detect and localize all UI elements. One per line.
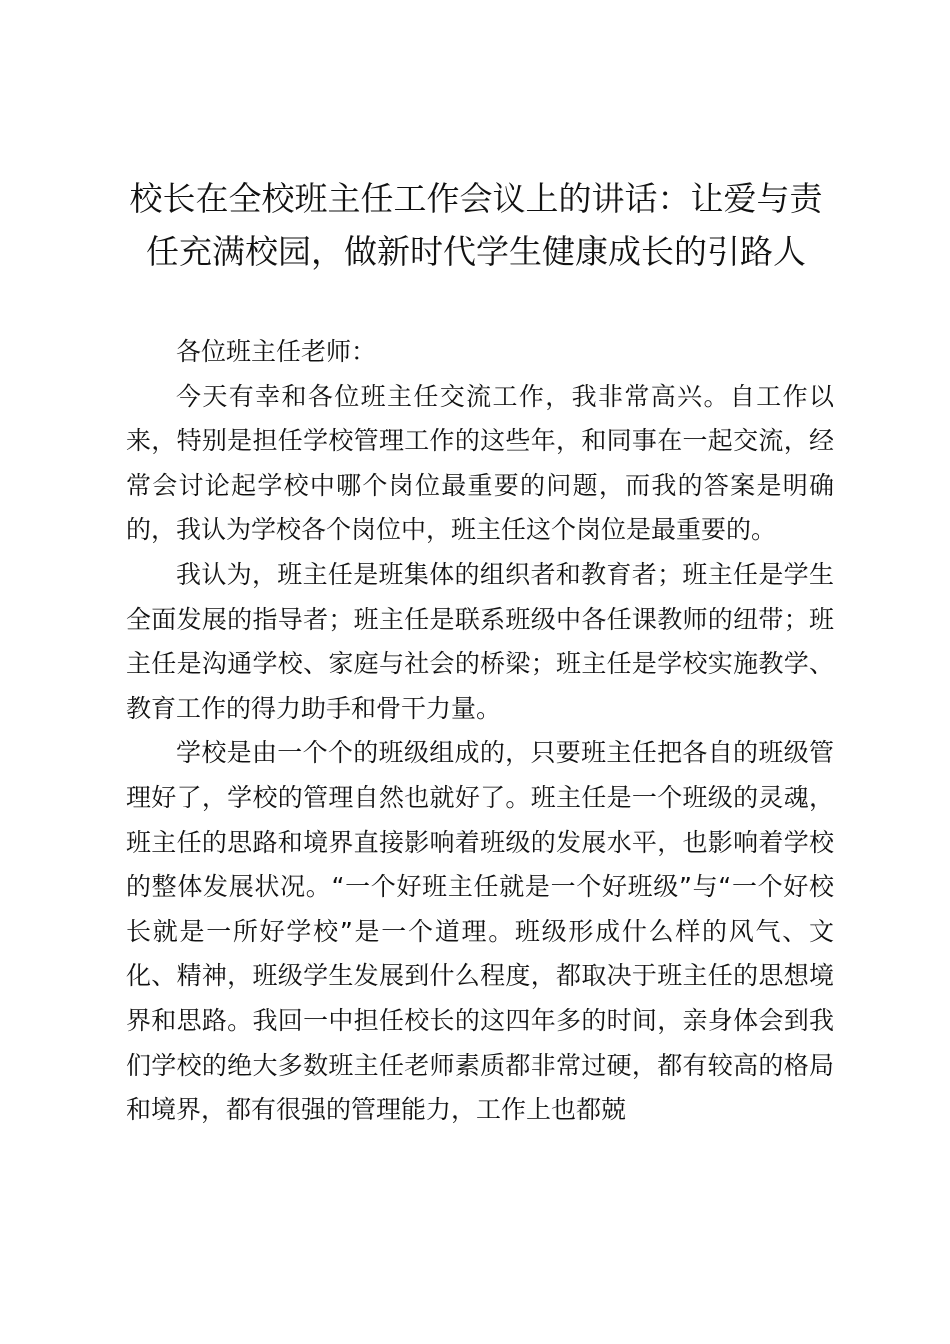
paragraph-1: 今天有幸和各位班主任交流工作，我非常高兴。自工作以来，特别是担任学校管理工作的这些年，和同事在一起交流，经常会讨论起学校中哪个岗位最重要的问题，而我的答案是明确的，我认为学校各个岗位中，班主任这个岗位是最重要的。 (126, 381, 834, 545)
paragraph-3: 学校是由一个个的班级组成的，只要班主任把各自的班级管理好了，学校的管理自然也就好了。班主任是一个班级的灵魂，班主任的思路和境界直接影响着班级的发展水平，也影响着学校的整体发展状况。“一个好班主任就是一个好班级”与“一个好校长就是一所好学校”是一个道理。班级形成什么样的风气、文化、精神，班级学生发展到什么程度，都取决于班主任的思想境界和思路。我回一中担任校长的这四年多的时间，亲身体会到我们学校的绝大多数班主任老师素质都非常过硬，都有较高的格局和境界，都有很强的管理能力，工作上也都兢 (126, 738, 834, 1125)
salutation: 各位班主任老师： (176, 337, 377, 366)
paragraph-2: 我认为，班主任是班集体的组织者和教育者；班主任是学生全面发展的指导者；班主任是联系班级中各任课教师的纽带；班主任是沟通学校、家庭与社会的桥梁；班主任是学校实施教学、教育工作的得力助手和骨干力量。 (126, 559, 834, 723)
document-body (126, 330, 834, 1133)
document-title: 校长在全校班主任工作会议上的讲话：让爱与责任充满校园，做新时代学生健康成长的引路人 (129, 179, 823, 271)
